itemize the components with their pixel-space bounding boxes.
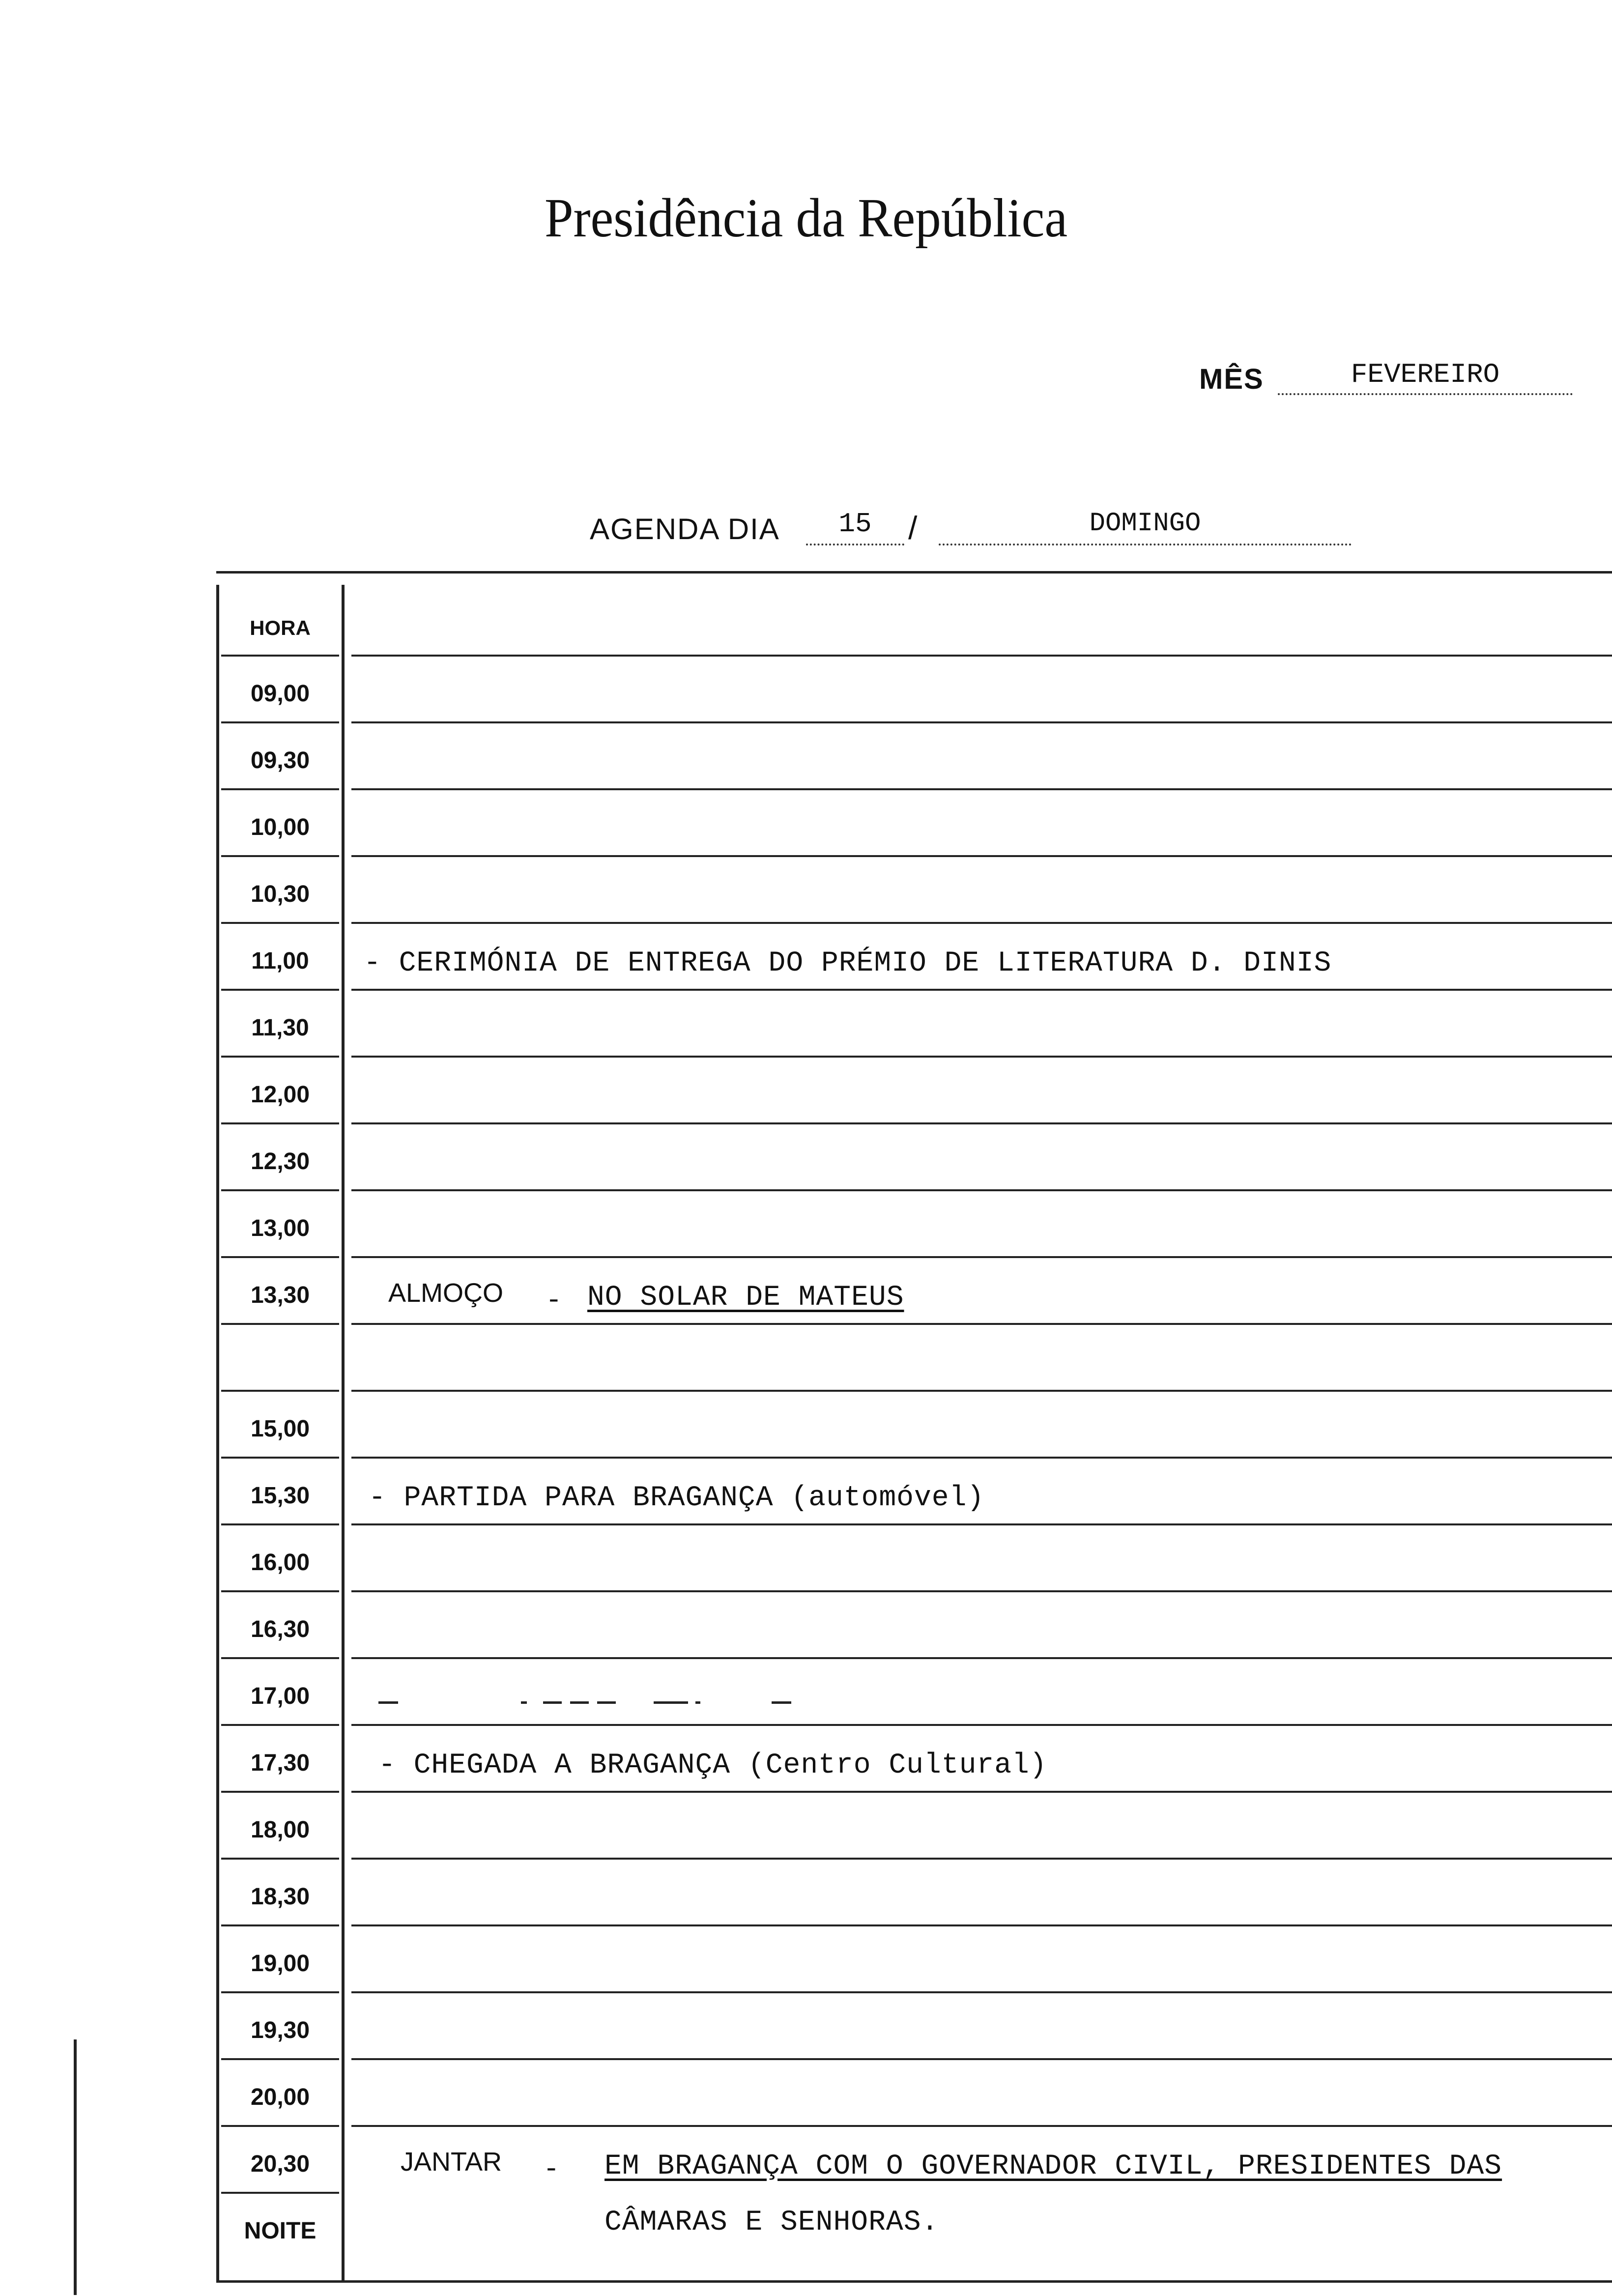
dash-mark [543,1701,562,1704]
hour-cell: 12,30 [250,1148,310,1175]
dash-mark [695,1701,700,1704]
table-row [0,991,1612,1058]
hour-cell: 11,30 [251,1015,309,1041]
entry-dash: - [546,1285,562,1316]
meal-label: ALMOÇO [388,1278,504,1308]
dash-mark [597,1701,616,1704]
hour-cell: 19,30 [250,2017,310,2043]
agenda-entry: - PARTIDA PARA BRAGANÇA (automóvel) [369,1482,985,1514]
dash-mark [772,1701,791,1704]
table-bottom-rule [216,2280,1612,2283]
hour-cell: 17,00 [250,1683,310,1709]
table-row [0,1993,1612,2060]
day-value: 15 [806,506,904,545]
hour-cell: 10,30 [250,881,310,907]
page-title: Presidência da República [544,188,1068,249]
table-row [0,1860,1612,1926]
table-top-rule [216,571,1612,574]
entry-dash: - [543,2153,560,2185]
table-row [0,2060,1612,2127]
hour-cell: 17,30 [250,1750,310,1776]
hour-cell: 18,30 [250,1884,310,1910]
agenda-entry-continuation: CÂMARAS E SENHORAS. [604,2207,939,2239]
table-row [0,1124,1612,1191]
hour-cell: 15,30 [250,1483,310,1509]
dash-mark [654,1701,688,1704]
date-separator: / [908,510,918,546]
hour-cell: 20,00 [250,2084,310,2110]
table-row [0,2127,1612,2194]
dashed-placeholder-line [374,1701,816,1704]
table-header-row [0,590,1612,657]
hour-cell: 11,00 [251,948,309,974]
table-row [0,1592,1612,1659]
agenda-label: AGENDA DIA [590,513,780,545]
hour-cell: 13,30 [250,1282,310,1308]
table-row [0,1459,1612,1525]
table-row [0,1793,1612,1860]
hour-cell: 19,00 [250,1951,310,1977]
meal-label: JANTAR [401,2147,502,2177]
hour-cell: 15,00 [250,1416,310,1442]
table-row [0,1191,1612,1258]
table-row [0,657,1612,723]
hour-cell: 13,00 [250,1215,310,1241]
hour-cell: 09,00 [250,681,310,707]
month-label: MÊS [1199,363,1264,395]
agenda-entry: NO SOLAR DE MATEUS [587,1282,904,1314]
hour-cell: 10,00 [250,814,310,840]
table-row [0,790,1612,857]
hour-cell: 16,00 [250,1550,310,1576]
table-row [0,1325,1612,1392]
dash-mark [378,1701,398,1704]
hour-cell: 16,30 [250,1616,310,1642]
table-row [0,1726,1612,1793]
hour-cell: 09,30 [250,747,310,774]
table-row [0,857,1612,924]
hour-cell: 18,00 [250,1817,310,1843]
agenda-entry: - CERIMÓNIA DE ENTREGA DO PRÉMIO DE LITERATURA D. DINIS [364,947,1332,979]
hour-cell: 20,30 [250,2151,310,2177]
table-row [0,1525,1612,1592]
month-value: FEVEREIRO [1278,359,1573,395]
table-row [0,1058,1612,1124]
scan-margin-mark [74,2039,77,2295]
hour-cell: 12,00 [250,1082,310,1108]
agenda-entry: EM BRAGANÇA COM O GOVERNADOR CIVIL, PRESIDENTES DAS [604,2151,1502,2182]
agenda-entry: - CHEGADA A BRAGANÇA (Centro Cultural) [378,1750,1047,1781]
table-row [0,1659,1612,1726]
table-row [0,1258,1612,1325]
hour-column-header: HORA [250,616,311,639]
hour-cell: NOITE [244,2218,317,2244]
table-row [0,924,1612,991]
dash-mark [521,1701,527,1704]
table-row [0,1926,1612,1993]
dash-mark [570,1701,589,1704]
weekday-value: DOMINGO [939,506,1352,545]
table-row [0,723,1612,790]
table-row [0,1392,1612,1459]
